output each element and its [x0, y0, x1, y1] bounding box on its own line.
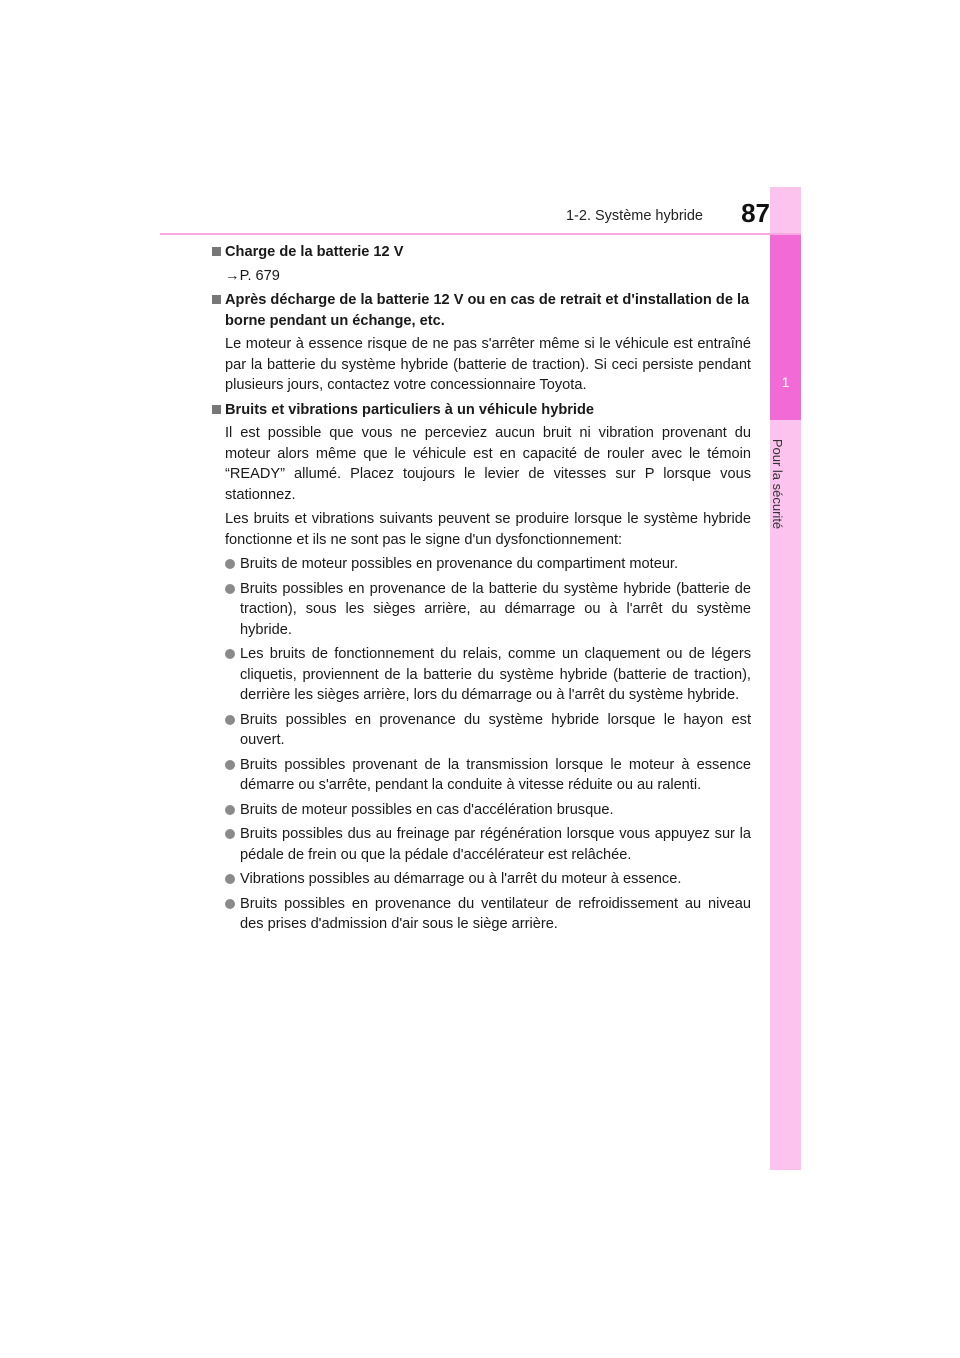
paragraph: Il est possible que vous ne perceviez aucun bruit ni vibration provenant du moteur alors même que le véhicule est en capacité de rouler avec le témoin “READY” allumé. Placez toujours le levier de vitesses sur P lorsque vous stationnez. [225, 425, 751, 503]
list-item [212, 894, 751, 935]
list-item-text: Bruits possibles en provenance de la batterie du système hybride (batterie de traction), sous les sièges arrière, au démarrage ou à l'arrêt du système hybride. [240, 580, 751, 638]
section-heading [212, 242, 751, 263]
list-item [212, 579, 751, 641]
square-bullet-icon [212, 247, 221, 256]
list-item-text: Les bruits de fonctionnement du relais, comme un claquement ou de légers cliquetis, proviennent de la batterie du système hybride (batterie de traction), derrière les sièges arrière, lors du démarrage ou à l'arrêt du système hybride. [240, 646, 751, 703]
circle-bullet-icon [225, 805, 235, 815]
circle-bullet-icon [225, 899, 235, 909]
circle-bullet-icon [225, 584, 235, 594]
page-content [212, 242, 751, 939]
arrow-right-icon: → [225, 267, 240, 284]
circle-bullet-icon [225, 760, 235, 770]
section-bruits [212, 400, 751, 935]
circle-bullet-icon [225, 715, 235, 725]
list-item [212, 710, 751, 751]
paragraph: Le moteur à essence risque de ne pas s'arrêter même si le véhicule est entraîné par la batterie du système hybride (batterie de traction). Si ceci persiste pendant plusieurs jours, contactez votre concessionnaire Toyota. [225, 336, 751, 393]
header-rule [160, 233, 801, 235]
paragraph: Les bruits et vibrations suivants peuvent se produire lorsque le système hybride fonctionne et ils ne sont pas le signe d'un dysfonctionnement: [225, 511, 751, 548]
list-item [212, 644, 751, 706]
heading-text: Charge de la batterie 12 V [225, 244, 404, 260]
section-charge [212, 242, 751, 286]
circle-bullet-icon [225, 874, 235, 884]
square-bullet-icon [212, 295, 221, 304]
chapter-number: 1 [781, 374, 790, 390]
square-bullet-icon [212, 405, 221, 414]
list-item [212, 554, 751, 575]
list-item [212, 800, 751, 821]
section-heading [212, 290, 751, 331]
chapter-label: Pour la sécurité [770, 438, 785, 530]
list-item-text: Bruits de moteur possibles en cas d'accélération brusque. [240, 801, 614, 818]
page-number: 87 [741, 198, 770, 228]
list-item-text: Bruits possibles dus au freinage par régénération lorsque vous appuyez sur la pédale de frein ou que la pédale d'accélérateur est relâchée. [240, 826, 751, 863]
list-item-text: Bruits possibles en provenance du système hybride lorsque le hayon est ouvert. [240, 711, 751, 748]
section-heading [212, 400, 751, 421]
circle-bullet-icon [225, 829, 235, 839]
list-item-text: Bruits possibles en provenance du ventilateur de refroidissement au niveau des prises d'admission d'air sous le siège arrière. [240, 895, 751, 932]
circle-bullet-icon [225, 559, 235, 569]
header-section-title: 1-2. Système hybride [565, 208, 703, 224]
chapter-side-tab-active [770, 233, 801, 420]
page-reference[interactable] [212, 266, 751, 287]
list-item [212, 755, 751, 796]
list-item-text: Bruits de moteur possibles en provenance du compartiment moteur. [240, 556, 679, 572]
list-item-text: Vibrations possibles au démarrage ou à l'arrêt du moteur à essence. [240, 871, 682, 887]
heading-text: Bruits et vibrations particuliers à un véhicule hybride [225, 401, 594, 418]
page-reference-text: P. 679 [239, 267, 280, 284]
list-item [212, 824, 751, 865]
section-apres-decharge [212, 290, 751, 396]
circle-bullet-icon [225, 649, 235, 659]
list-item [212, 869, 751, 890]
list-item-text: Bruits possibles provenant de la transmission lorsque le moteur à essence démarre ou s'arrête, pendant la conduite à vitesse réduite ou au ralenti. [240, 756, 751, 793]
heading-text: Après décharge de la batterie 12 V ou en cas de retrait et d'installation de la borne pendant un échange, etc. [225, 292, 750, 329]
